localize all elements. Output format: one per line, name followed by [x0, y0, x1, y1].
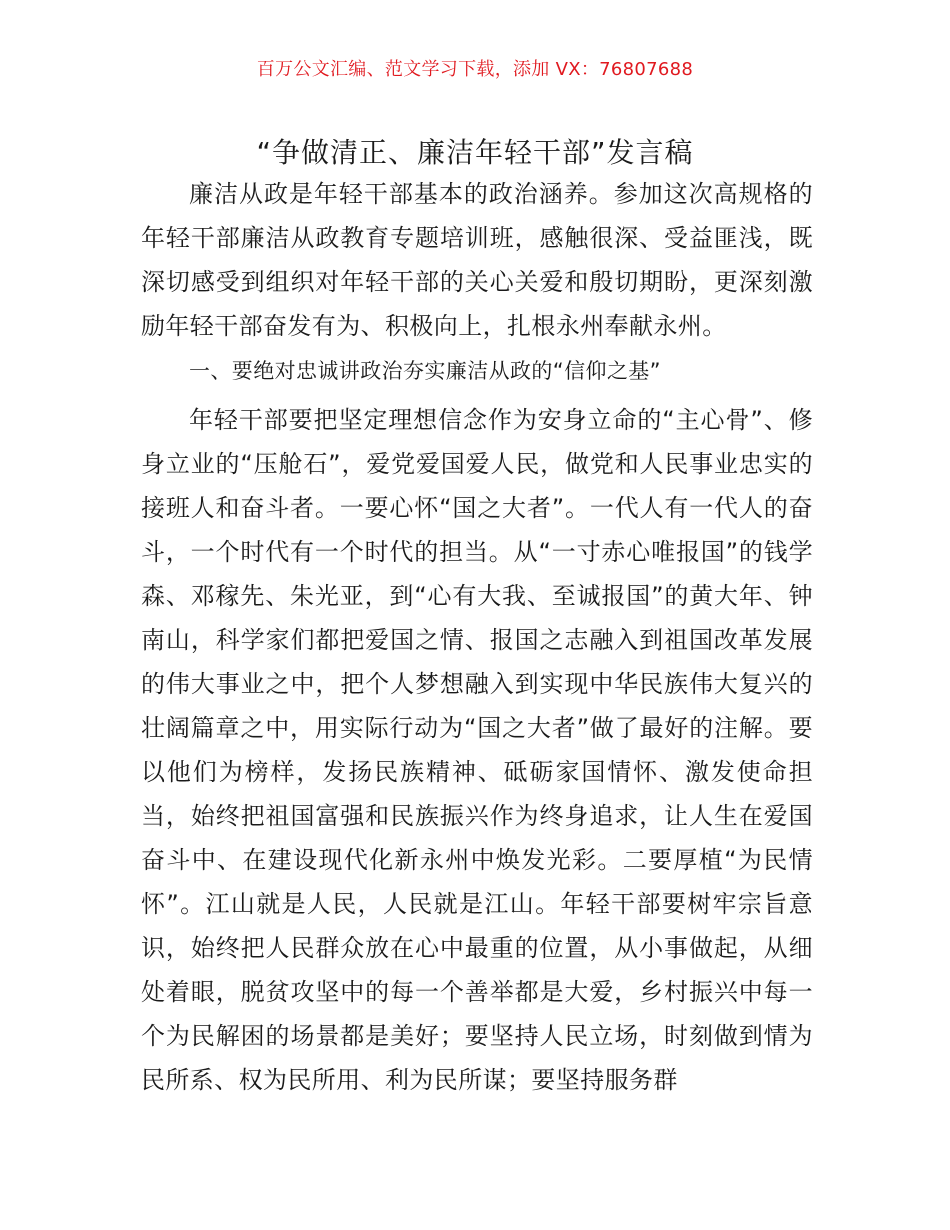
paragraph-intro: 廉洁从政是年轻干部基本的政治涵养。参加这次高规格的年轻干部廉洁从政教育专题培训班，感触很深、受益匪浅，既深切感受到组织对年轻干部的关心关爱和殷切期盼，更深刻激励年轻干部奋发有为、积极向上，扎根永州奉献永州。 [141, 180, 813, 340]
paragraph-section-1: 年轻干部要把坚定理想信念作为安身立命的“主心骨”、修身立业的“压舱石”，爱党爱国爱人民，做党和人民事业忠实的接班人和奋斗者。一要心怀“国之大者”。一代人有一代人的奋斗，一个时代有一个时代的担当。从“一寸赤心唯报国”的钱学森、邓稼先、朱光亚，到“心有大我、至诚报国”的黄大年、钟南山，科学家们都把爱国之情、报国之志融入到祖国改革发展的伟大事业之中，把个人梦想融入到实现中华民族伟大复兴的壮阔篇章之中，用实际行动为“国之大者”做了最好的注解。要以他们为榜样，发扬民族精神、砥砺家国情怀、激发使命担当，始终把祖国富强和民族振兴作为终身追求，让人生在爱国奋斗中、在建设现代化新永州中焕发光彩。二要厚植“为民情怀”。江山就是人民，人民就是江山。年轻干部要树牢宗旨意识，始终把人民群众放在心中最重的位置，从小事做起，从细处着眼，脱贫攻坚中的每一个善举都是大爱，乡村振兴中每一个为民解困的场景都是美好；要坚持人民立场，时刻做到情为民所系、权为民所用、利为民所谋；要坚持服务群 [141, 406, 813, 1094]
section-heading-1: 一、要绝对忠诚讲政治夯实廉洁从政的“信仰之基” [189, 359, 661, 383]
page-title: “争做清正、廉洁年轻干部”发言稿 [256, 135, 694, 169]
document-body [141, 172, 813, 1102]
header-contact-note: 百万公文汇编、范文学习下载，添加 VX：76807688 [256, 59, 694, 80]
